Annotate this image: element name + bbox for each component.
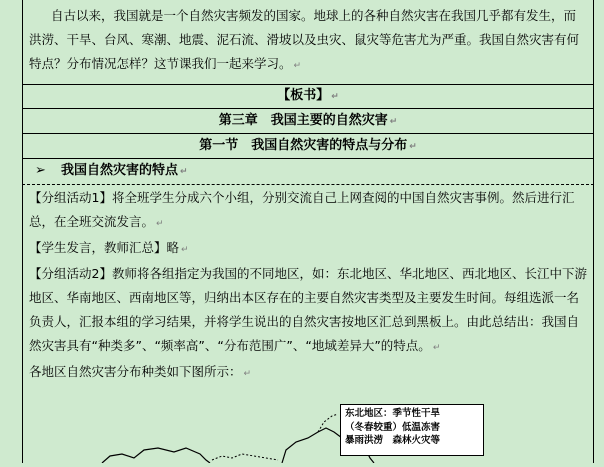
topic-heading-row: [22, 159, 594, 185]
figure-intro-paragraph: [29, 360, 587, 386]
activity2-text: 【分组活动2】教师将各组指定为我国的不同地区，如：东北地区、华北地区、西北地区、长江中下游地区、华南地区、西南地区等，归纳出本区存在的主要自然灾害类型及主要发生时间。每组选派一名负责人，汇报本组的学习结果，并将学生说出的自然灾害按地区汇总到黑板上。由此总结出：我国自然灾害具有“种类多”、“频率高”、“分布范围广”、“地域差异大”的特点。: [29, 266, 587, 353]
section-heading-row: [22, 134, 594, 159]
section-heading: 第一节 我国自然灾害的特点与分布: [199, 138, 408, 153]
student-speech-paragraph: [29, 236, 587, 262]
paragraph-mark-icon: ↵: [156, 219, 164, 229]
topic-heading: 我国自然灾害的特点: [61, 163, 179, 178]
activity1-paragraph: [29, 186, 587, 236]
student-speech-text: 【学生发言，教师汇总】略: [29, 240, 180, 255]
paragraph-mark-icon: ↵: [293, 61, 302, 71]
paragraph-mark-icon: ↵: [243, 369, 252, 379]
bullet-arrow-icon: ➢: [35, 163, 46, 178]
activity2-paragraph: [29, 262, 587, 360]
legend-line-3: 暴雨洪涝 森林火灾等: [345, 435, 441, 446]
paragraph-mark-icon: ↵: [181, 245, 189, 255]
chapter-heading: 第三章 我国主要的自然灾害: [218, 113, 388, 128]
paragraph-mark-icon: ↵: [389, 117, 398, 127]
northeast-legend-box: [340, 404, 484, 456]
intro-row: [22, 0, 594, 85]
legend-line-2: （冬春较重）低温冻害: [345, 421, 441, 433]
paragraph-mark-icon: ↵: [331, 92, 339, 102]
paragraph-mark-icon: ↵: [409, 142, 417, 152]
board-heading-row: [22, 84, 594, 109]
figure-intro-text: 各地区自然灾害分布种类如下图所示：: [29, 364, 242, 379]
board-heading: 【板书】: [277, 88, 330, 103]
activity1-text: 【分组活动1】将全班学生分成六个小组，分别交流自己上网查阅的中国自然灾害事例。然后进行汇总，在全班交流发言。: [29, 190, 575, 229]
paragraph-mark-icon: ↵: [180, 167, 188, 177]
intro-text: 自古以来，我国就是一个自然灾害频发的国家。地球上的各种自然灾害在我国几乎都有发生，而洪涝、干旱、台风、寒潮、地震、泥石流、滑坡以及虫灾、鼠灾等危害尤为严重。我国自然灾害有何特点？分布情况怎样？这节课我们一起来学习。: [29, 8, 580, 71]
chapter-heading-row: [22, 109, 594, 134]
disaster-map-figure: [82, 398, 502, 463]
paragraph-mark-icon: ↵: [432, 343, 441, 353]
legend-line-1: 东北地区：季节性干旱: [345, 408, 441, 419]
